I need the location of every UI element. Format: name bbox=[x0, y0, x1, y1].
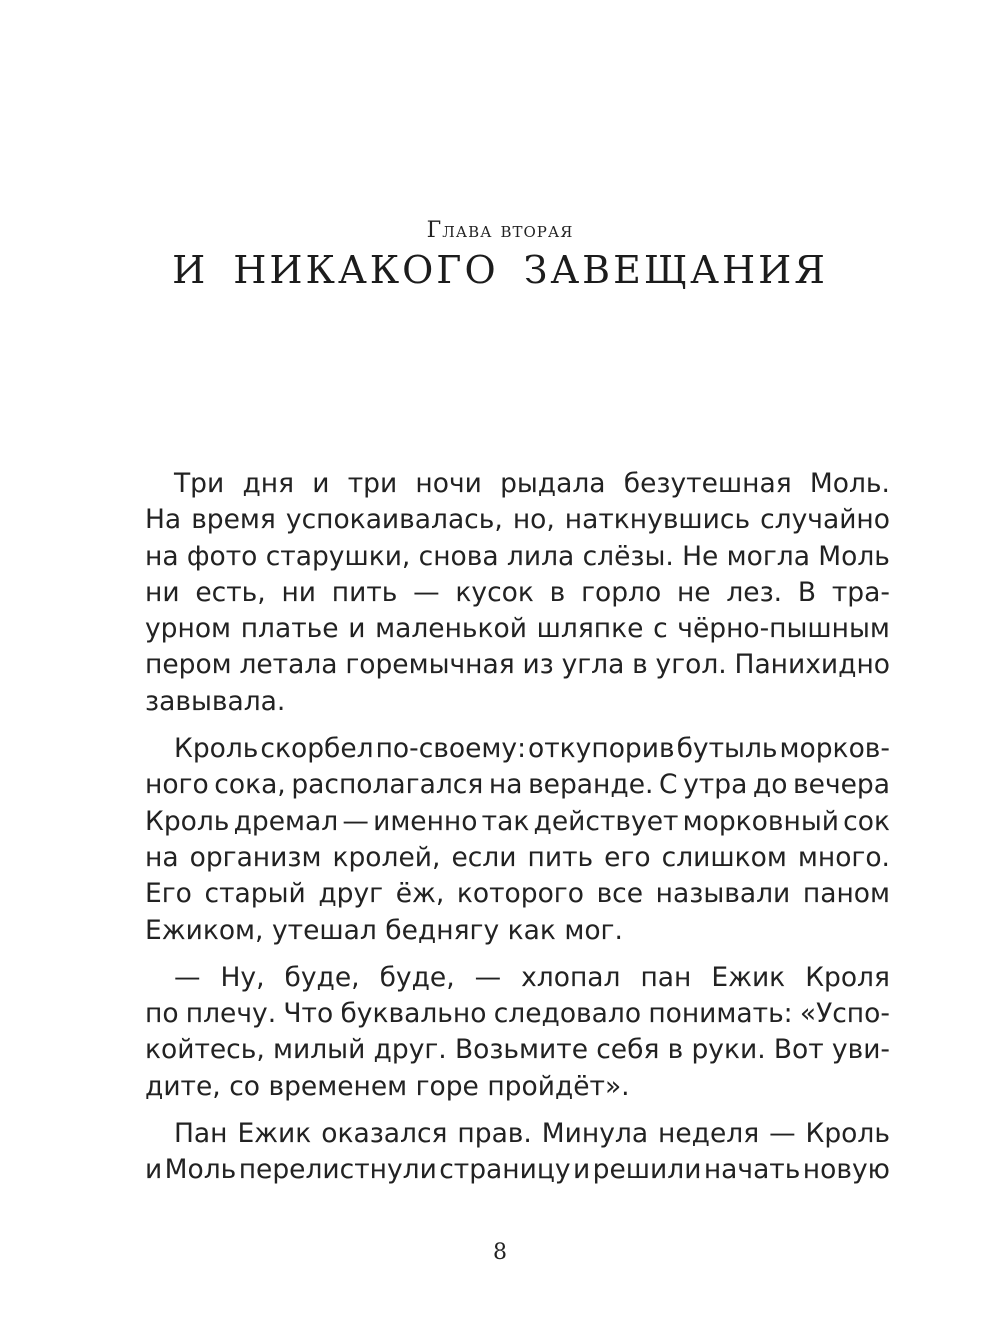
text-line: Его старый друг ёж, которого все называли паном bbox=[145, 878, 890, 910]
text-line: дите, со временем горе пройдёт». bbox=[145, 1070, 630, 1102]
text-line: Ежиком, утешал беднягу как мог. bbox=[145, 914, 623, 946]
paragraph bbox=[145, 1116, 890, 1189]
text-line: завывала. bbox=[145, 685, 286, 717]
paragraph bbox=[145, 960, 890, 1105]
text-line: на фото старушки, снова лила слёзы. Не могла Моль bbox=[145, 540, 890, 572]
text-line: Три дня и три ночи рыдала безутешная Моль. bbox=[174, 468, 890, 499]
text-line: койтесь, милый друг. Возьмите себя в руки. Вот уви- bbox=[145, 1034, 890, 1066]
text-line: Пан Ежик оказался прав. Минула неделя — Кроль bbox=[174, 1118, 890, 1150]
paragraph bbox=[145, 731, 890, 949]
text-line: На время успокаивалась, но, наткнувшись случайно bbox=[145, 504, 890, 536]
text-line: ного сока, располагался на веранде. С утра до вечера bbox=[145, 769, 890, 801]
text-line: и Моль перелистнули страницу и решили начать новую bbox=[145, 1154, 890, 1186]
paragraph bbox=[145, 466, 890, 720]
text-line: Кроль дремал — именно так действует морковный сок bbox=[145, 805, 890, 837]
text-line: пером летала горемычная из угла в угол. Панихидно bbox=[145, 649, 890, 681]
page-number: 8 bbox=[493, 1240, 507, 1265]
text-line: Кроль скорбел по-своему: откупорив бутыль морков- bbox=[174, 733, 890, 765]
text-line: по плечу. Что буквально следовало понимать: «Успо- bbox=[145, 998, 890, 1030]
chapter-title: И НИКАКОГО ЗАВЕЩАНИЯ bbox=[172, 248, 828, 292]
text-line: на организм кролей, если пить его слишком много. bbox=[145, 841, 890, 873]
chapter-label: Глава вторая bbox=[426, 218, 574, 243]
chapter-body bbox=[145, 466, 890, 1200]
text-line: урном платье и маленькой шляпке с чёрно-пышным bbox=[145, 613, 890, 645]
text-line: — Ну, буде, буде, — хлопал пан Ежик Кроля bbox=[174, 961, 890, 993]
text-line: ни есть, ни пить — кусок в горло не лез. В тра- bbox=[145, 576, 890, 608]
